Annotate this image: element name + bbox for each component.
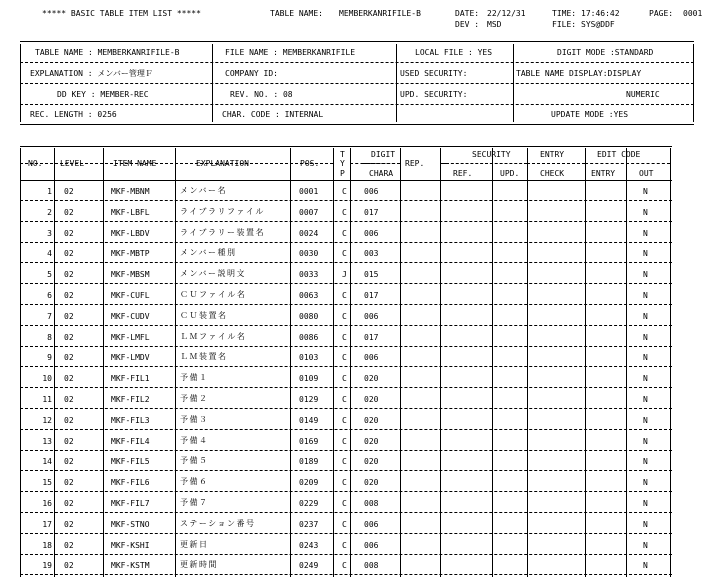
cell-typ: C bbox=[342, 540, 347, 550]
cell-pos: 0063 bbox=[299, 291, 319, 300]
cell-pos: 0086 bbox=[299, 332, 319, 342]
cell-level: 02 bbox=[64, 291, 74, 300]
col-upd: UPD. bbox=[500, 169, 520, 178]
cell-out: N bbox=[643, 436, 648, 446]
info-rule bbox=[20, 62, 694, 63]
cell-explanation: ＣＵファイル名 bbox=[180, 290, 247, 299]
cell-item-name: MKF-LMDV bbox=[111, 353, 150, 363]
cell-out: N bbox=[643, 228, 648, 238]
cell-typ: C bbox=[342, 457, 347, 467]
cell-no: 7 bbox=[47, 311, 52, 321]
cell-digit: 006 bbox=[364, 540, 379, 550]
cell-typ: C bbox=[342, 561, 347, 571]
row-rule bbox=[20, 262, 672, 263]
cell-out: N bbox=[643, 540, 648, 550]
cell-out: N bbox=[643, 291, 648, 300]
col-typ-p: P bbox=[340, 169, 345, 178]
col-explanation: EXPLANATION bbox=[196, 159, 249, 168]
cell-item-name: MKF-LBFL bbox=[111, 207, 150, 217]
col-security: SECURITY bbox=[472, 150, 511, 159]
cell-explanation: 予備３ bbox=[180, 414, 209, 424]
info-local-file: LOCAL FILE : YES bbox=[415, 48, 493, 57]
cell-out: N bbox=[643, 207, 648, 217]
cell-explanation: ステーション番号 bbox=[180, 518, 256, 528]
cell-typ: C bbox=[342, 228, 347, 238]
cell-digit: 006 bbox=[364, 519, 379, 529]
row-rule bbox=[20, 470, 672, 471]
cell-no: 17 bbox=[42, 519, 52, 529]
row-rule bbox=[20, 221, 672, 222]
cell-out: N bbox=[643, 353, 648, 363]
info-file-name: FILE NAME : MEMBERKANRIFILE bbox=[225, 48, 356, 57]
info-table-name: TABLE NAME : MEMBERKANRIFILE-B bbox=[35, 48, 180, 57]
cell-explanation: 予備４ bbox=[180, 435, 209, 445]
report-date-label: DATE: bbox=[455, 9, 480, 18]
row-rule bbox=[20, 304, 672, 305]
cell-item-name: MKF-LMFL bbox=[111, 332, 150, 342]
cell-typ: C bbox=[342, 395, 347, 404]
cell-item-name: MKF-FIL2 bbox=[111, 395, 150, 404]
cell-level: 02 bbox=[64, 540, 74, 550]
info-rule bbox=[20, 41, 694, 42]
header-sub-rule bbox=[446, 163, 527, 164]
cell-no: 1 bbox=[47, 187, 52, 196]
row-rule bbox=[20, 366, 672, 367]
cell-level: 02 bbox=[64, 499, 74, 508]
cell-no: 19 bbox=[42, 561, 52, 571]
cell-explanation: メンバー種別 bbox=[180, 248, 237, 258]
cell-item-name: MKF-CUFL bbox=[111, 291, 150, 300]
info-update-mode: UPDATE MODE :YES bbox=[551, 110, 629, 119]
cell-level: 02 bbox=[64, 374, 74, 384]
report-page-label: PAGE: bbox=[649, 9, 674, 18]
cell-pos: 0007 bbox=[299, 207, 319, 217]
cell-level: 02 bbox=[64, 415, 74, 425]
header-sub-rule bbox=[585, 163, 670, 164]
info-divider bbox=[396, 44, 397, 122]
cell-explanation: 更新時間 bbox=[180, 560, 218, 570]
cell-out: N bbox=[643, 270, 648, 280]
header-sub-rule bbox=[440, 163, 446, 164]
col-digit: DIGIT bbox=[371, 150, 396, 159]
cell-pos: 0001 bbox=[299, 187, 319, 196]
cell-no: 10 bbox=[42, 374, 52, 384]
cell-item-name: MKF-MBNM bbox=[111, 187, 150, 196]
cell-out: N bbox=[643, 395, 648, 404]
cell-level: 02 bbox=[64, 207, 74, 217]
cell-pos: 0103 bbox=[299, 353, 319, 363]
table-top-rule bbox=[20, 146, 672, 147]
cell-explanation: ライブラリファイル bbox=[180, 206, 265, 216]
cell-explanation: メンバー名 bbox=[180, 186, 227, 195]
cell-item-name: MKF-FIL5 bbox=[111, 457, 150, 467]
cell-pos: 0030 bbox=[299, 249, 319, 259]
report-dev: MSD bbox=[487, 20, 502, 29]
row-rule bbox=[20, 242, 672, 243]
cell-level: 02 bbox=[64, 187, 74, 196]
cell-pos: 0080 bbox=[299, 311, 319, 321]
cell-explanation: 予備２ bbox=[180, 394, 209, 403]
cell-typ: C bbox=[342, 478, 347, 488]
row-rule bbox=[20, 283, 672, 284]
cell-out: N bbox=[643, 478, 648, 488]
cell-out: N bbox=[643, 499, 648, 508]
cell-digit: 006 bbox=[364, 228, 379, 238]
cell-level: 02 bbox=[64, 457, 74, 467]
col-entry: ENTRY bbox=[540, 150, 565, 159]
row-rule bbox=[20, 346, 672, 347]
info-digit-mode: DIGIT MODE :STANDARD bbox=[557, 48, 654, 57]
cell-pos: 0237 bbox=[299, 519, 319, 529]
cell-digit: 020 bbox=[364, 436, 379, 446]
info-divider bbox=[513, 44, 514, 122]
cell-typ: C bbox=[342, 311, 347, 321]
cell-digit: 003 bbox=[364, 249, 379, 259]
cell-typ: J bbox=[342, 270, 347, 280]
cell-pos: 0129 bbox=[299, 395, 319, 404]
cell-digit: 006 bbox=[364, 311, 379, 321]
cell-typ: C bbox=[342, 291, 347, 300]
cell-pos: 0243 bbox=[299, 540, 319, 550]
cell-level: 02 bbox=[64, 332, 74, 342]
col-typ-y: Y bbox=[340, 159, 345, 168]
cell-level: 02 bbox=[64, 311, 74, 321]
cell-digit: 020 bbox=[364, 374, 379, 384]
info-divider bbox=[693, 44, 694, 122]
cell-explanation: ＬＭファイル名 bbox=[180, 331, 247, 341]
cell-out: N bbox=[643, 311, 648, 321]
cell-out: N bbox=[643, 415, 648, 425]
cell-level: 02 bbox=[64, 395, 74, 404]
cell-digit: 008 bbox=[364, 561, 379, 571]
info-dd-key: DD KEY : MEMBER-REC bbox=[57, 90, 149, 99]
cell-digit: 015 bbox=[364, 270, 379, 280]
cell-pos: 0033 bbox=[299, 270, 319, 280]
cell-typ: C bbox=[342, 353, 347, 363]
cell-out: N bbox=[643, 561, 648, 571]
table-header-rule bbox=[20, 180, 672, 181]
cell-pos: 0189 bbox=[299, 457, 319, 467]
col-rep: REP. bbox=[405, 159, 425, 168]
cell-item-name: MKF-KSHI bbox=[111, 540, 150, 550]
info-rule bbox=[20, 124, 694, 125]
report-table-name-label: TABLE NAME: bbox=[270, 9, 323, 18]
row-rule bbox=[20, 574, 672, 575]
cell-digit: 006 bbox=[364, 353, 379, 363]
cell-item-name: MKF-MBTP bbox=[111, 249, 150, 259]
report-time-label: TIME: bbox=[552, 9, 577, 18]
cell-typ: C bbox=[342, 415, 347, 425]
cell-digit: 017 bbox=[364, 291, 379, 300]
cell-no: 2 bbox=[47, 207, 52, 217]
row-rule bbox=[20, 533, 672, 534]
cell-item-name: MKF-FIL1 bbox=[111, 374, 150, 384]
cell-explanation: ＣＵ装置名 bbox=[180, 310, 228, 320]
report-table-name: MEMBERKANRIFILE-B bbox=[339, 9, 421, 18]
info-used-security: USED SECURITY: bbox=[400, 69, 468, 78]
cell-level: 02 bbox=[64, 228, 74, 238]
cell-pos: 0229 bbox=[299, 499, 319, 508]
cell-explanation: メンバー説明文 bbox=[180, 269, 246, 279]
cell-no: 4 bbox=[47, 249, 52, 259]
cell-explanation: 予備７ bbox=[180, 498, 209, 507]
cell-level: 02 bbox=[64, 561, 74, 571]
cell-explanation: 予備６ bbox=[180, 477, 209, 487]
cell-no: 18 bbox=[42, 540, 52, 550]
cell-pos: 0024 bbox=[299, 228, 319, 238]
info-rule bbox=[20, 83, 694, 84]
cell-digit: 020 bbox=[364, 478, 379, 488]
cell-no: 16 bbox=[42, 499, 52, 508]
cell-pos: 0109 bbox=[299, 374, 319, 384]
col-pos: POS. bbox=[300, 159, 320, 168]
cell-typ: C bbox=[342, 207, 347, 217]
cell-digit: 017 bbox=[364, 332, 379, 342]
info-divider bbox=[212, 44, 213, 122]
cell-item-name: MKF-MBSM bbox=[111, 270, 150, 280]
cell-no: 3 bbox=[47, 228, 52, 238]
row-rule bbox=[20, 200, 672, 201]
col-chara: CHARA bbox=[369, 169, 394, 178]
info-company-id: COMPANY ID: bbox=[225, 69, 278, 78]
cell-no: 5 bbox=[47, 270, 52, 280]
cell-level: 02 bbox=[64, 270, 74, 280]
cell-item-name: MKF-FIL3 bbox=[111, 415, 150, 425]
col-edit-out: OUT bbox=[639, 169, 654, 178]
report-date: 22/12/31 bbox=[487, 9, 526, 18]
row-rule bbox=[20, 429, 672, 430]
cell-digit: 020 bbox=[364, 395, 379, 404]
info-table-name-display: TABLE NAME DISPLAY:DISPLAY bbox=[516, 69, 642, 78]
cell-no: 11 bbox=[42, 395, 52, 404]
cell-digit: 017 bbox=[364, 207, 379, 217]
row-rule bbox=[20, 450, 672, 451]
cell-out: N bbox=[643, 187, 648, 196]
cell-typ: C bbox=[342, 187, 347, 196]
col-level: LEVEL bbox=[60, 159, 85, 168]
row-rule bbox=[20, 491, 672, 492]
cell-no: 15 bbox=[42, 478, 52, 488]
cell-pos: 0209 bbox=[299, 478, 319, 488]
cell-typ: C bbox=[342, 374, 347, 384]
cell-digit: 006 bbox=[364, 187, 379, 196]
cell-out: N bbox=[643, 374, 648, 384]
info-char-code: CHAR. CODE : INTERNAL bbox=[222, 110, 324, 119]
col-no: NO. bbox=[28, 159, 43, 168]
cell-out: N bbox=[643, 457, 648, 467]
info-rule bbox=[20, 104, 694, 105]
header-sub-rule bbox=[527, 163, 585, 164]
cell-no: 12 bbox=[42, 415, 52, 425]
info-numeric: NUMERIC bbox=[626, 90, 660, 99]
report-time: 17:46:42 bbox=[581, 9, 620, 18]
col-typ-t: T bbox=[340, 150, 345, 159]
header-sub-rule bbox=[350, 163, 400, 164]
info-explanation: EXPLANATION : メンバー管理Ｆ bbox=[30, 69, 153, 78]
info-rev-no: REV. NO. : 08 bbox=[230, 90, 293, 99]
cell-typ: C bbox=[342, 519, 347, 529]
cell-no: 14 bbox=[42, 457, 52, 467]
row-rule bbox=[20, 554, 672, 555]
col-edit-entry: ENTRY bbox=[591, 169, 616, 178]
report-file: SYS@DDF bbox=[581, 20, 615, 29]
report-page: 0001 bbox=[683, 9, 703, 18]
cell-item-name: MKF-CUDV bbox=[111, 311, 150, 321]
cell-typ: C bbox=[342, 436, 347, 446]
info-divider bbox=[20, 44, 21, 122]
cell-item-name: MKF-FIL4 bbox=[111, 436, 150, 446]
cell-out: N bbox=[643, 332, 648, 342]
row-rule bbox=[20, 408, 672, 409]
cell-pos: 0169 bbox=[299, 436, 319, 446]
cell-out: N bbox=[643, 249, 648, 259]
report-file-label: FILE: bbox=[552, 20, 577, 29]
cell-item-name: MKF-FIL7 bbox=[111, 499, 150, 508]
cell-pos: 0149 bbox=[299, 415, 319, 425]
col-ref: REF. bbox=[453, 169, 473, 178]
cell-no: 13 bbox=[42, 436, 52, 446]
cell-explanation: ＬＭ装置名 bbox=[180, 352, 228, 362]
cell-typ: C bbox=[342, 332, 347, 342]
cell-typ: C bbox=[342, 249, 347, 259]
cell-explanation: 予備１ bbox=[180, 373, 209, 383]
cell-typ: C bbox=[342, 499, 347, 508]
col-check: CHECK bbox=[540, 169, 565, 178]
cell-no: 8 bbox=[47, 332, 52, 342]
cell-level: 02 bbox=[64, 353, 74, 363]
cell-digit: 020 bbox=[364, 457, 379, 467]
cell-level: 02 bbox=[64, 249, 74, 259]
row-rule bbox=[20, 512, 672, 513]
cell-pos: 0249 bbox=[299, 561, 319, 571]
info-upd-security: UPD. SECURITY: bbox=[400, 90, 468, 99]
cell-explanation: 予備５ bbox=[180, 456, 209, 466]
col-edit-code: EDIT CODE bbox=[597, 150, 641, 159]
cell-explanation: 更新日 bbox=[180, 539, 209, 549]
cell-level: 02 bbox=[64, 436, 74, 446]
cell-digit: 008 bbox=[364, 499, 379, 508]
row-rule bbox=[20, 387, 672, 388]
cell-item-name: MKF-FIL6 bbox=[111, 478, 150, 488]
cell-item-name: MKF-LBDV bbox=[111, 228, 150, 238]
cell-item-name: MKF-KSTM bbox=[111, 561, 150, 571]
cell-out: N bbox=[643, 519, 648, 529]
cell-digit: 020 bbox=[364, 415, 379, 425]
info-rec-length: REC. LENGTH : 0256 bbox=[30, 110, 117, 119]
col-item-name: ITEM NAME bbox=[113, 159, 157, 168]
cell-item-name: MKF-STNO bbox=[111, 519, 150, 529]
report-banner: ***** BASIC TABLE ITEM LIST ***** bbox=[42, 9, 201, 18]
cell-no: 6 bbox=[47, 291, 52, 300]
cell-no: 9 bbox=[47, 353, 52, 363]
cell-level: 02 bbox=[64, 519, 74, 529]
cell-explanation: ライブラリー装置名 bbox=[180, 227, 266, 237]
report-dev-label: DEV : bbox=[455, 20, 480, 29]
cell-level: 02 bbox=[64, 478, 74, 488]
row-rule bbox=[20, 325, 672, 326]
